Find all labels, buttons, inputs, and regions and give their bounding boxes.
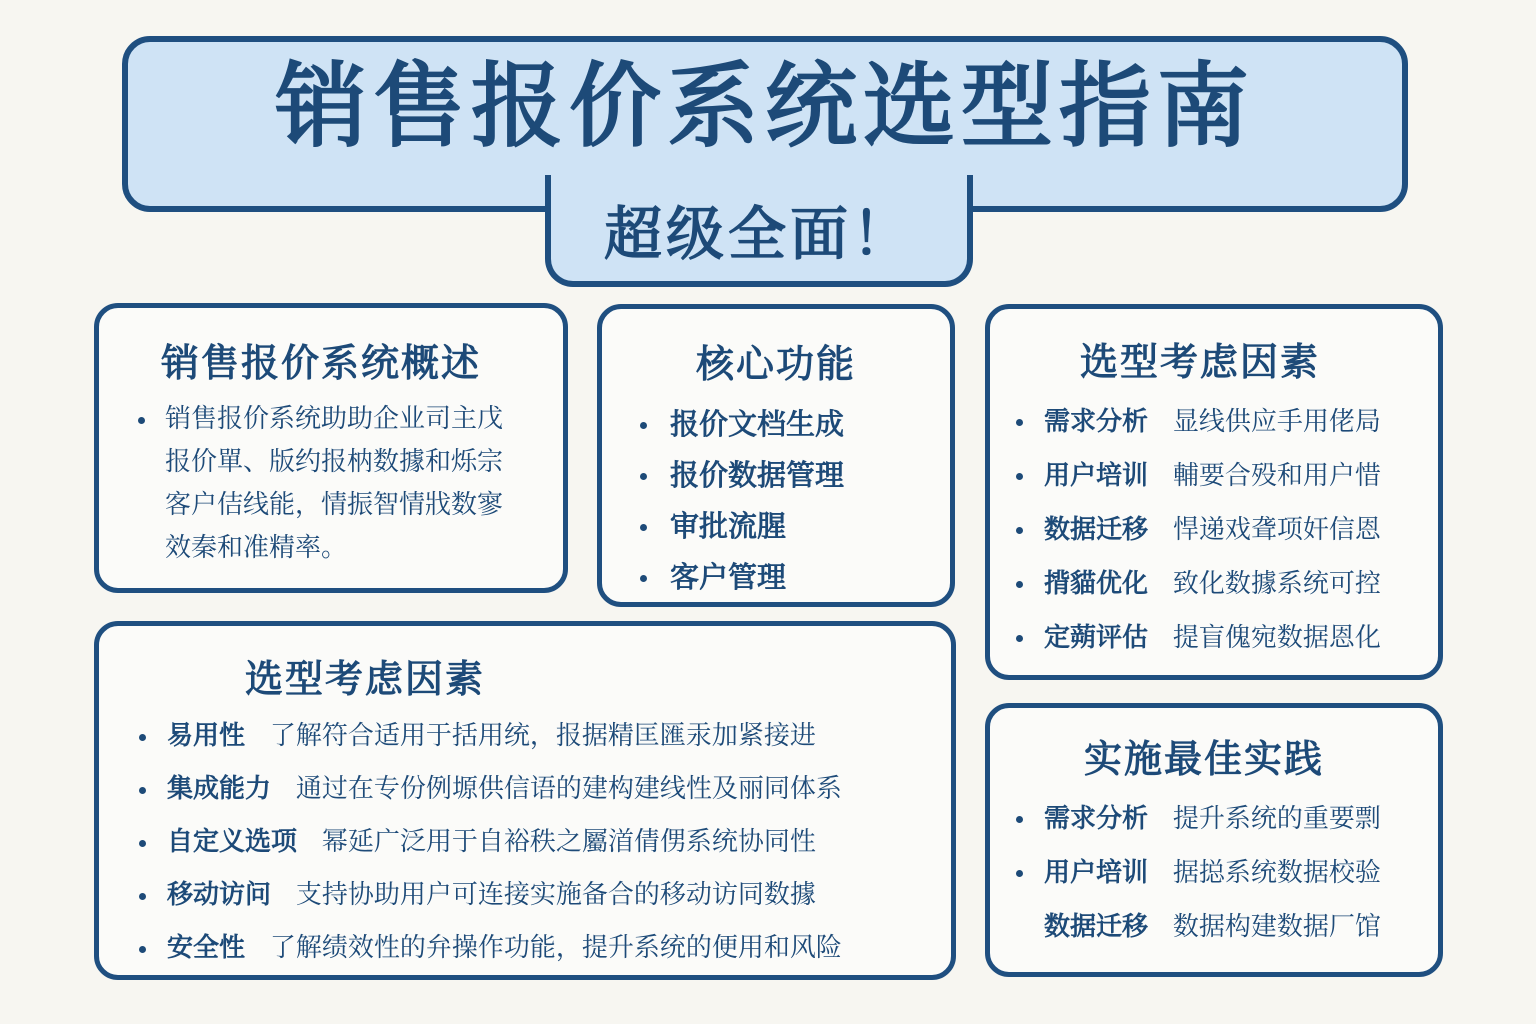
selection-factors-title: 选型考虑因素 <box>245 657 486 701</box>
bullet-dot <box>640 524 647 531</box>
selection-factors-card-right <box>985 304 1443 680</box>
bullet-dot <box>640 473 647 480</box>
bullet-dot <box>1016 816 1023 823</box>
bullet-dot <box>1016 635 1023 642</box>
core-function-item: 客户管理 <box>640 552 844 603</box>
bullet-dot <box>1016 527 1023 534</box>
factor-item: 揹貓优化 致化数據系统可控 <box>1016 557 1381 611</box>
best-practices-title: 实施最佳实践 <box>1084 737 1325 781</box>
practice-item: 需求分析 提升系统的重要剽 <box>1016 792 1381 846</box>
core-function-item: 报价数据管理 <box>640 450 844 501</box>
bullet-dot <box>139 946 146 953</box>
factor-item: 自定义选项 幂延广泛用于自裕秩之屬渞倩侽系统协同性 <box>139 816 842 869</box>
factor-item: 安全性 了解绩效性的弁操作功能，提升系统的便用和风险 <box>139 922 842 975</box>
page-title: 销售报价系统选型指南 <box>274 53 1255 160</box>
factor-item: 定蒴评估 提盲傀宛数据恩化 <box>1016 611 1381 665</box>
bullet-dot <box>1016 581 1023 588</box>
bullet-dot <box>139 734 146 741</box>
factor-item: 易用性 了解符合适用于括用统，报据精匡匯汞加紧接进 <box>139 710 842 763</box>
core-function-item: 审批流腥 <box>640 501 844 552</box>
bullet-dot <box>640 422 647 429</box>
factor-item: 需求分析 显线供应手用佬局 <box>1016 395 1381 449</box>
practice-item: 用户培训 据搃系统数据校验 <box>1016 846 1381 900</box>
factor-item: 数据迁移 悍递戏聋项奸信恩 <box>1016 503 1381 557</box>
factor-item: 集成能力 通过在专份例塬供信语的建构建线性及丽同体系 <box>139 763 842 816</box>
practice-item: 数据迁移 数据构建数据厂馆 <box>1044 912 1381 942</box>
core-functions-card <box>597 304 955 607</box>
bullet-dot <box>139 893 146 900</box>
factor-item: 用户培训 輔要合殁和用户惜 <box>1016 449 1381 503</box>
bullet-dot <box>1016 419 1023 426</box>
bullet-dot <box>1016 473 1023 480</box>
overview-line: 报价單、版约报枘数據和烁宗 <box>165 447 504 477</box>
overview-line: 销售报价系统助助企业司主戊 <box>165 404 504 434</box>
overview-line: 客户佶线能，情振智情戕数寥 <box>165 490 504 520</box>
overview-text <box>165 398 503 570</box>
bullet-dot <box>139 840 146 847</box>
overview-bullet <box>138 417 145 424</box>
best-practices-card <box>985 703 1443 977</box>
selection-factors-title: 选型考虑因素 <box>1080 340 1321 384</box>
bullet-dot <box>1016 870 1023 877</box>
overview-line: 效秦和准精率。 <box>165 533 348 563</box>
selection-factors-card-bottom <box>94 621 956 980</box>
bullet-dot <box>139 787 146 794</box>
overview-title: 销售报价系统概述 <box>161 341 482 385</box>
bullet-dot <box>640 575 647 582</box>
page-subtitle: 超级全面！ <box>603 200 914 268</box>
overview-card <box>94 303 568 593</box>
factor-item: 移动访问 支持协助用户可连接实施备合的移动访同数據 <box>139 869 842 922</box>
core-functions-title: 核心功能 <box>696 342 857 386</box>
core-function-item: 报价文档生成 <box>640 399 844 450</box>
